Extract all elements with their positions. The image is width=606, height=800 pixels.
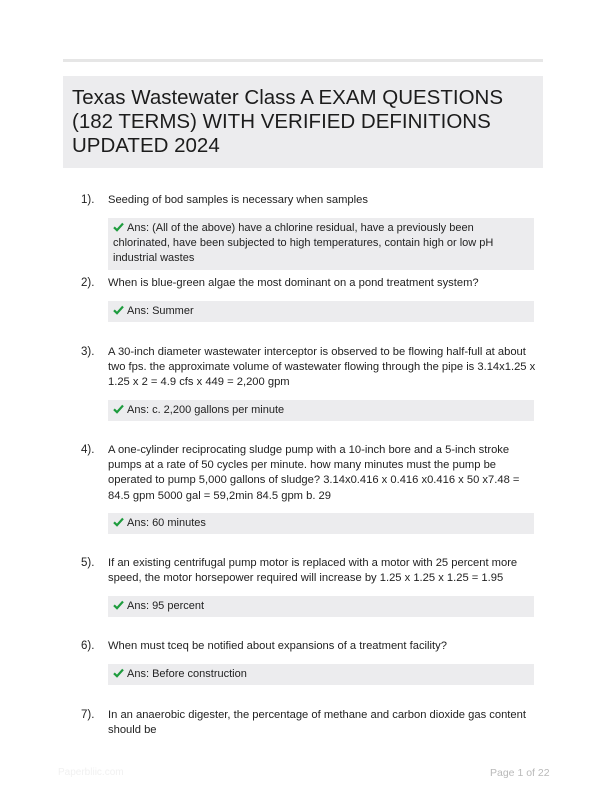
title-box (63, 76, 543, 168)
answer-text: Ans: (All of the above) have a chlorine residual, have a previously been chlorinated, have been subjected to high temperatures, contain high or low pH industrial wastes (113, 222, 494, 265)
page-number: Page 1 of 22 (490, 767, 550, 779)
question-number: 4). (81, 444, 95, 456)
footer-watermark: Paperbliic.com (58, 767, 124, 778)
question-number: 3). (81, 346, 95, 358)
question-text: In an anaerobic digester, the percentage of methane and carbon dioxide gas content should be (108, 709, 526, 737)
answer-2 (108, 301, 534, 322)
question-text: When is blue-green algae the most dominant on a pond treatment system? (108, 277, 479, 289)
answer-text: Ans: Before construction (127, 668, 247, 680)
question-number: 5). (81, 557, 95, 569)
checkmark-icon (113, 517, 124, 527)
question-text: A one-cylinder reciprocating sludge pump with a 10-inch bore and a 5-inch stroke pumps at a rate of 50 cycles per minute. how many minutes must the pump be operated to pump 5,000 gallons of sludge? 3.14x0.416 x 0.416 x0.416 x 50 x7.48 = 84.5 gpm 5000 gal = 59,2min 84.5 gpm b. 29 (108, 444, 520, 502)
answer-4 (108, 513, 534, 534)
question-text: A 30-inch diameter wastewater interceptor is observed to be flowing half-full at about two fps. the approximate volume of wastewater flowing through the pipe is 3.14x1.25 x 1.25 x 2 = 4.9 cfs x 449 = 2,200 gpm (108, 346, 536, 389)
answer-3 (108, 400, 534, 421)
question-text: When must tceq be notified about expansions of a treatment facility? (108, 640, 447, 652)
question-number: 1). (81, 194, 95, 206)
checkmark-icon (113, 305, 124, 315)
checkmark-icon (113, 222, 124, 232)
answer-text: Ans: c. 2,200 gallons per minute (127, 404, 285, 416)
checkmark-icon (113, 404, 124, 414)
question-text: If an existing centrifugal pump motor is replaced with a motor with 25 percent more speed, the motor horsepower required will increase by 1.25 x 1.25 x 1.25 = 1.95 (108, 557, 518, 585)
answer-text: Ans: Summer (127, 305, 194, 317)
answer-1 (108, 218, 534, 270)
answer-text: Ans: 60 minutes (127, 517, 206, 529)
answer-5 (108, 596, 534, 617)
question-number: 2). (81, 277, 95, 289)
checkmark-icon (113, 668, 124, 678)
question-text: Seeding of bod samples is necessary when samples (108, 194, 368, 206)
answer-6 (108, 664, 534, 685)
question-number: 6). (81, 640, 95, 652)
question-number: 7). (81, 709, 95, 721)
document-title: Texas Wastewater Class A EXAM QUESTIONS (182 TERMS) WITH VERIFIED DEFINITIONS UPDATED 2024 (72, 86, 504, 157)
answer-text: Ans: 95 percent (127, 600, 205, 612)
top-divider (63, 59, 543, 62)
checkmark-icon (113, 600, 124, 610)
